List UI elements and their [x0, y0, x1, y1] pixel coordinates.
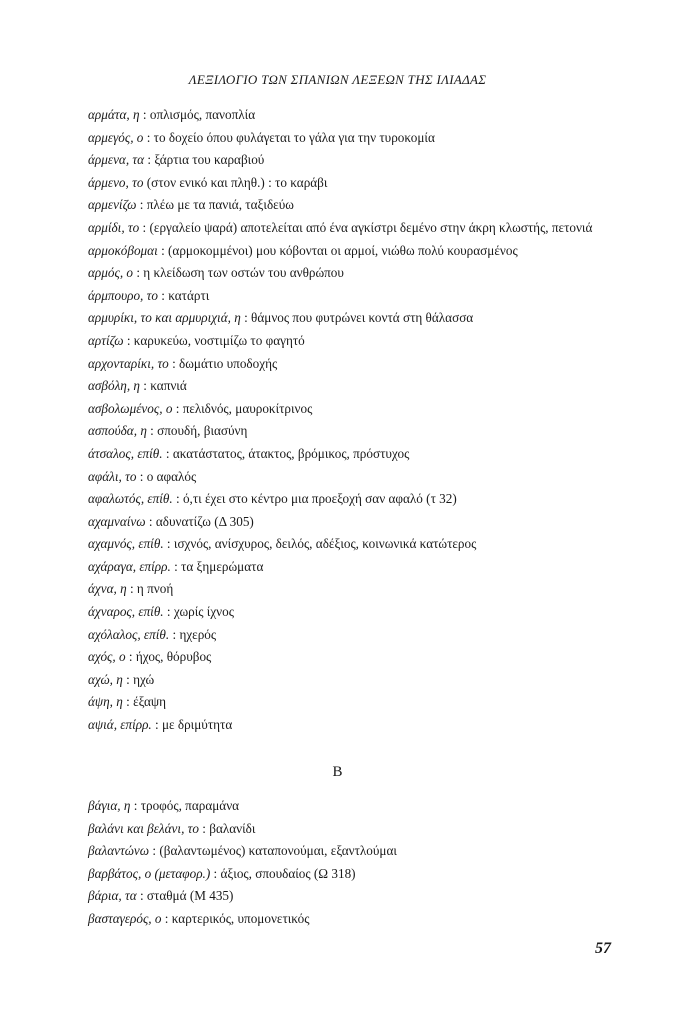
section-letter: Β — [332, 764, 343, 780]
entry-definition: καπνιά — [150, 378, 187, 394]
glossary-entry — [88, 104, 618, 127]
entry-headword: βάγια, η — [88, 798, 131, 813]
entry-definition: σταθμά (Μ 435) — [146, 888, 234, 904]
glossary-entry — [88, 863, 618, 886]
glossary-entry — [88, 375, 618, 398]
entry-separator: : — [172, 491, 183, 507]
entry-headword: άρμενα, τα — [88, 152, 145, 168]
entry-headword: αφάλι, το — [88, 468, 137, 484]
entry-separator: : — [157, 287, 169, 303]
entry-headword: αψιά, επίρρ. — [88, 717, 152, 733]
entry-definition: ακατάστατος, άτακτος, βρόμικος, πρόστυχος — [172, 445, 410, 461]
glossary-entry — [88, 818, 618, 841]
glossary-entry — [88, 127, 618, 150]
entry-headword: αρχονταρίκι, το — [88, 355, 169, 371]
entry-separator: : — [126, 581, 137, 597]
entry-headword: αρμίδι, το — [88, 219, 140, 235]
entry-definition: δωμάτιο υποδοχής — [179, 355, 278, 371]
entry-headword: βαλάνι και βελάνι, το — [88, 820, 199, 836]
entry-headword: άχνα, η — [88, 581, 127, 597]
glossary-entry — [88, 646, 618, 669]
entry-definition: ξάρτια του καραβιού — [154, 152, 265, 168]
glossary-entry — [88, 262, 618, 285]
glossary-entry — [88, 714, 618, 737]
glossary-entry — [88, 691, 618, 714]
entry-headword: αφαλωτός, επίθ. — [88, 491, 173, 507]
glossary-entry — [88, 172, 618, 195]
glossary-entries-b — [88, 795, 618, 931]
entry-separator: : — [172, 400, 183, 416]
entry-definition: καρυκεύω, νοστιμίζω το φαγητό — [133, 332, 305, 348]
entry-headword: άρμπουρο, το — [88, 287, 158, 303]
entry-headword: αρμενίζω — [88, 197, 137, 213]
entry-separator: : — [123, 332, 134, 348]
glossary-entry — [88, 217, 618, 240]
entry-definition: (αρμοκομμένοι) μου κόβονται οι αρμοί, νιώθω πολύ κουρασμένος — [168, 242, 518, 258]
entry-separator: : — [149, 843, 160, 859]
entry-definition: ό,τι έχει στο κέντρο μια προεξοχή σαν αφαλό (τ 32) — [182, 491, 457, 507]
entry-separator: : — [130, 798, 141, 813]
entry-definition: τα ξημερώματα — [181, 558, 264, 574]
entry-separator: : — [136, 888, 147, 904]
entry-separator: : — [136, 197, 147, 213]
entry-separator: : — [198, 820, 210, 836]
entry-definition: πελιδνός, μαυροκίτρινος — [182, 400, 313, 416]
entry-headword: βάρια, τα — [88, 888, 137, 904]
glossary-entry — [88, 578, 618, 601]
entry-headword: βαλαντώνω — [88, 843, 150, 859]
entry-definition: η κλείδωση των οστών του ανθρώπου — [143, 265, 344, 281]
entry-definition: ήχος, θόρυβος — [135, 649, 212, 665]
entry-separator: : — [210, 865, 221, 881]
entry-definition: ηχερός — [179, 626, 217, 642]
entry-separator: : — [139, 219, 150, 235]
entry-separator: : — [151, 717, 162, 733]
entry-headword: αχός, ο — [88, 649, 126, 665]
entry-separator: : — [157, 242, 169, 258]
glossary-entry — [88, 533, 618, 556]
entry-separator: : — [139, 107, 150, 122]
glossary-entry — [88, 840, 618, 863]
entry-separator: : — [122, 694, 134, 710]
page-number: 57 — [595, 940, 611, 957]
entry-headword: άψη, η — [88, 694, 123, 710]
entry-definition: βαλανίδι — [209, 820, 256, 836]
glossary-entry — [88, 443, 618, 466]
entry-separator: : — [145, 513, 156, 529]
glossary-entry — [88, 669, 618, 692]
entry-separator: : — [122, 671, 134, 687]
entry-definition: χωρίς ίχνος — [173, 604, 234, 620]
entry-separator: : — [163, 604, 174, 620]
running-head: ΛΕΞΙΛΟΓΙΟ ΤΩΝ ΣΠΑΝΙΩΝ ΛΕΞΕΩΝ ΤΗΣ ΙΛΙΑΔΑΣ — [188, 72, 487, 87]
entry-separator: : — [139, 378, 151, 394]
entry-separator: : — [133, 265, 144, 281]
entry-definition: οπλισμός, πανοπλία — [149, 107, 256, 122]
entry-headword: αχόλαλος, επίθ. — [88, 626, 170, 642]
glossary-entry — [88, 398, 618, 421]
entry-definition: (εργαλείο ψαρά) αποτελείται από ένα αγκίστρι δεμένο στην άκρη κλωστής, πετονιά — [149, 219, 593, 235]
entry-definition: κατάρτι — [168, 287, 210, 303]
glossary-entry — [88, 466, 618, 489]
entry-separator: : — [136, 468, 147, 484]
entry-headword: αρμάτα, η — [88, 107, 140, 122]
glossary-entry — [88, 149, 618, 172]
entry-definition: η πνοή — [136, 581, 174, 597]
glossary-entry — [88, 194, 618, 217]
glossary-entry — [88, 420, 618, 443]
entry-definition: ηχώ — [133, 671, 155, 687]
entry-separator: : — [240, 310, 252, 326]
entry-headword: ασβολωμένος, ο — [88, 400, 173, 416]
entry-separator: : — [169, 626, 180, 642]
entry-headword: αρμεγός, ο — [88, 129, 144, 145]
entry-separator: : — [143, 129, 154, 145]
entry-definition: σπουδή, βιασύνη — [157, 423, 248, 439]
entry-definition: το δοχείο όπου φυλάγεται το γάλα για την τυροκομία — [153, 129, 435, 145]
entry-headword: αχάραγα, επίρρ. — [88, 558, 171, 574]
entry-definition: άξιος, σπουδαίος (Ω 318) — [220, 865, 356, 881]
entry-headword: ασπούδα, η — [88, 423, 147, 439]
entry-definition: θάμνος που φυτρώνει κοντά στη θάλασσα — [251, 310, 474, 326]
entry-definition: τροφός, παραμάνα — [140, 798, 240, 813]
glossary-entry — [88, 556, 618, 579]
entry-headword: άρμενο, το — [88, 174, 144, 190]
entry-headword: άτσαλος, επίθ. — [88, 445, 163, 461]
entry-headword: βαρβάτος, ο (μεταφορ.) — [88, 865, 211, 881]
entry-headword: αχαμναίνω — [88, 513, 146, 529]
entry-headword: αρμοκόβομαι — [88, 242, 158, 258]
entry-headword: αχώ, η — [88, 671, 123, 687]
glossary-entry — [88, 795, 618, 818]
entry-headword: αχαμνός, επίθ. — [88, 536, 164, 552]
entry-definition: αδυνατίζω (Δ 305) — [155, 513, 254, 529]
glossary-entry — [88, 511, 618, 534]
glossary-entry — [88, 285, 618, 308]
entry-separator: : — [168, 355, 180, 371]
entry-definition: (στον ενικό και πληθ.) : το καράβι — [146, 174, 328, 190]
glossary-entry — [88, 885, 618, 908]
entry-headword: αρτίζω — [88, 332, 124, 348]
entry-headword: ασβόλη, η — [88, 378, 140, 394]
entry-definition: έξαψη — [133, 694, 167, 710]
glossary-entry — [88, 624, 618, 647]
glossary-entry — [88, 488, 618, 511]
entry-separator: : — [146, 423, 158, 439]
entry-definition: με δριμύτητα — [161, 717, 233, 733]
entry-headword: βασταγερός, ο — [88, 910, 162, 926]
glossary-entry — [88, 330, 618, 353]
glossary-entry — [88, 601, 618, 624]
glossary-entry — [88, 307, 618, 330]
entry-definition: πλέω με τα πανιά, ταξιδεύω — [146, 197, 294, 213]
entry-headword: αρμός, ο — [88, 265, 134, 281]
entry-definition: (βαλαντωμένος) καταπονούμαι, εξαντλούμαι — [159, 843, 397, 859]
glossary-entry — [88, 353, 618, 376]
glossary-entry — [88, 908, 618, 931]
entry-definition: ισχνός, ανίσχυρος, δειλός, αδέξιος, κοινωνικά κατώτερος — [173, 536, 477, 552]
entry-definition: καρτερικός, υπομονετικός — [171, 910, 310, 926]
entry-definition: ο αφαλός — [146, 468, 197, 484]
entry-headword: αρμυρίκι, το και αρμυριχιά, η — [88, 310, 241, 326]
entry-headword: άχναρος, επίθ. — [88, 604, 164, 620]
entry-separator: : — [125, 649, 136, 665]
entry-separator: : — [163, 536, 174, 552]
glossary-entries-a — [88, 104, 618, 737]
entry-separator: : — [162, 445, 173, 461]
entry-separator: : — [161, 910, 172, 926]
entry-separator: : — [170, 558, 182, 574]
entry-separator: : — [144, 152, 155, 168]
glossary-entry — [88, 240, 618, 263]
